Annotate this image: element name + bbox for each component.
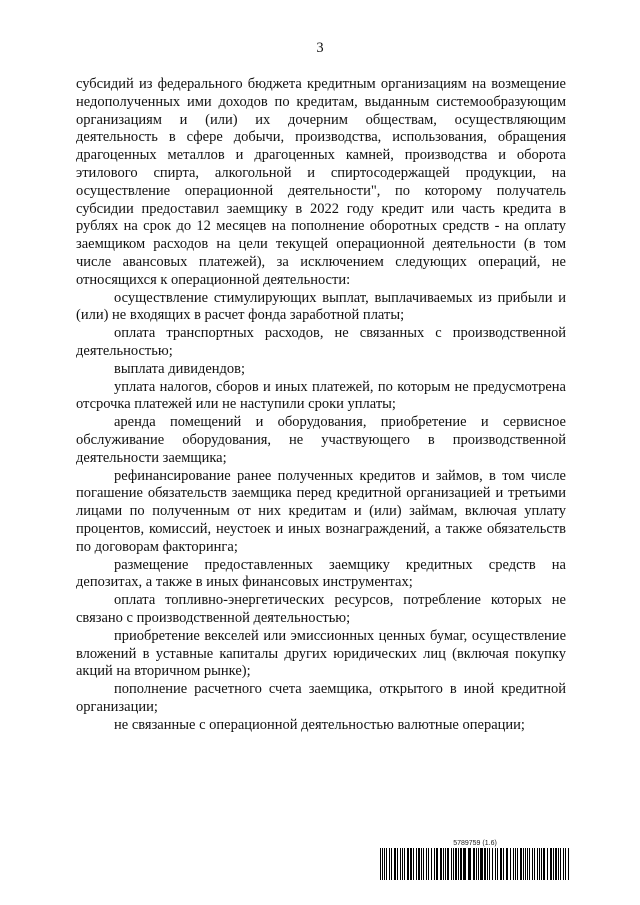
lead-paragraph: субсидий из федерального бюджета кредитным организациям на возмещение недополученных ими доходов по кредитам, выданным системообразующим организациям и (или) их дочерним обществам, осуществляющим деятельность в сфере добычи, производства, использования, обращения драгоценных металлов и драгоценных камней, производства и оборота этилового спирта, алкогольной и спиртосодержащей продукции, на осуществление операционной деятельности", по которому получатель субсидии предоставил заемщику в 2022 году кредит или часть кредита в рублях на срок до 12 месяцев на пополнение оборотных средств - на оплату заемщиком расходов на цели текущей операционной деятельности (в том числе авансовых платежей), за исключением следующих операций, не относящихся к операционной деятельности: [76,76,566,288]
list-item: размещение предоставленных заемщику кредитных средств на депозитах, а также в иных финансовых инструментах; [76,556,566,591]
list-item: оплата топливно-энергетических ресурсов, потребление которых не связано с производственной деятельностью; [76,592,566,626]
list-item: уплата налогов, сборов и иных платежей, по которым не предусмотрена отсрочка платежей или не наступили сроки уплаты; [76,378,566,413]
list-item: аренда помещений и оборудования, приобретение и сервисное обслуживание оборудования, не участвующего в производственной деятельности заемщика; [76,414,566,466]
list-item: осуществление стимулирующих выплат, выплачиваемых из прибыли и (или) не входящих в расчет фонда заработной платы; [76,289,566,324]
document-footer [380,840,570,880]
document-code: 5789759 (1.6) [453,840,497,847]
list-item: выплата дивидендов; [114,360,246,377]
list-item: оплата транспортных расходов, не связанных с производственной деятельностью; [76,325,566,359]
list-item: пополнение расчетного счета заемщика, открытого в иной кредитной организации; [76,681,566,715]
page-number: 3 [316,40,324,56]
list-item: приобретение векселей или эмиссионных ценных бумаг, осуществление вложений в уставные капиталы других юридических лиц (включая покупку акций на вторичном рынке); [76,627,566,680]
document-body [76,76,566,734]
list-item: не связанные с операционной деятельностью валютные операции; [114,716,525,733]
barcode-image [380,848,570,880]
list-item: рефинансирование ранее полученных кредитов и займов, в том числе погашение обязательств заемщика перед кредитной организацией и третьими лицами по полученным от них кредитам и (или) займам, включая уплату процентов, комиссий, неустоек и иных вознаграждений, а также обязательств по договорам факторинга; [76,467,566,555]
